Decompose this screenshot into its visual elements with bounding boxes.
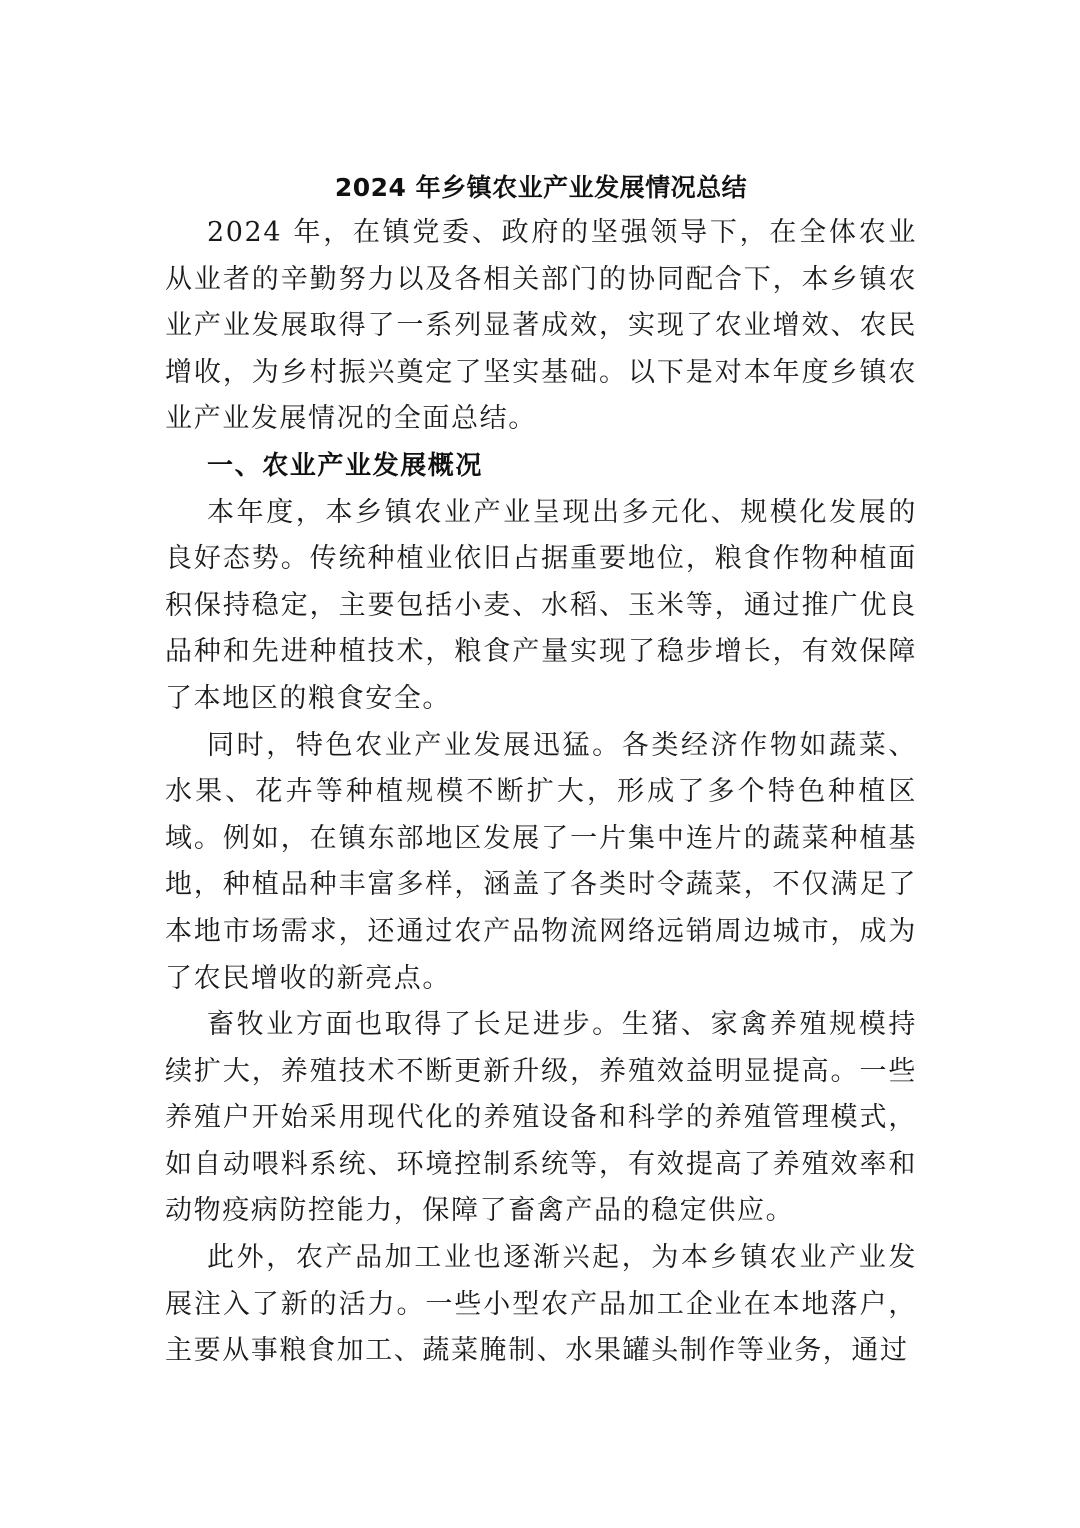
document-title: 2024 年乡镇农业产业发展情况总结 [334, 173, 748, 202]
paragraph-processing: 此外，农产品加工业也逐渐兴起，为本乡镇农业产业发展注入了新的活力。一些小型农产品加工企业在本地落户，主要从事粮食加工、蔬菜腌制、水果罐头制作等业务，通过 [165, 1242, 917, 1367]
section-heading-overview: 一、农业产业发展概况 [207, 450, 484, 481]
document-body [165, 166, 917, 1375]
paragraph-livestock: 畜牧业方面也取得了长足进步。生猪、家禽养殖规模持续扩大，养殖技术不断更新升级，养殖效益明显提高。一些养殖户开始采用现代化的养殖设备和科学的养殖管理模式，如自动喂料系统、环境控制系统等，有效提高了养殖效率和动物疫病防控能力，保障了畜禽产品的稳定供应。 [165, 1009, 917, 1227]
paragraph-specialty-agriculture: 同时，特色农业产业发展迅猛。各类经济作物如蔬菜、水果、花卉等种植规模不断扩大，形成了多个特色种植区域。例如，在镇东部地区发展了一片集中连片的蔬菜种植基地，种植品种丰富多样，涵盖了各类时令蔬菜，不仅满足了本地市场需求，还通过农产品物流网络远销周边城市，成为了农民增收的新亮点。 [165, 729, 917, 994]
paragraph-planting: 本年度，本乡镇农业产业呈现出多元化、规模化发展的良好态势。传统种植业依旧占据重要地位，粮食作物种植面积保持稳定，主要包括小麦、水稻、玉米等，通过推广优良品种和先进种植技术，粮食产量实现了稳步增长，有效保障了本地区的粮食安全。 [165, 496, 917, 714]
paragraph-intro: 2024 年，在镇党委、政府的坚强领导下，在全体农业从业者的辛勤努力以及各相关部门的协同配合下，本乡镇农业产业发展取得了一系列显著成效，实现了农业增效、农民增收，为乡村振兴奠定了坚实基础。以下是对本年度乡镇农业产业发展情况的全面总结。 [165, 217, 917, 435]
